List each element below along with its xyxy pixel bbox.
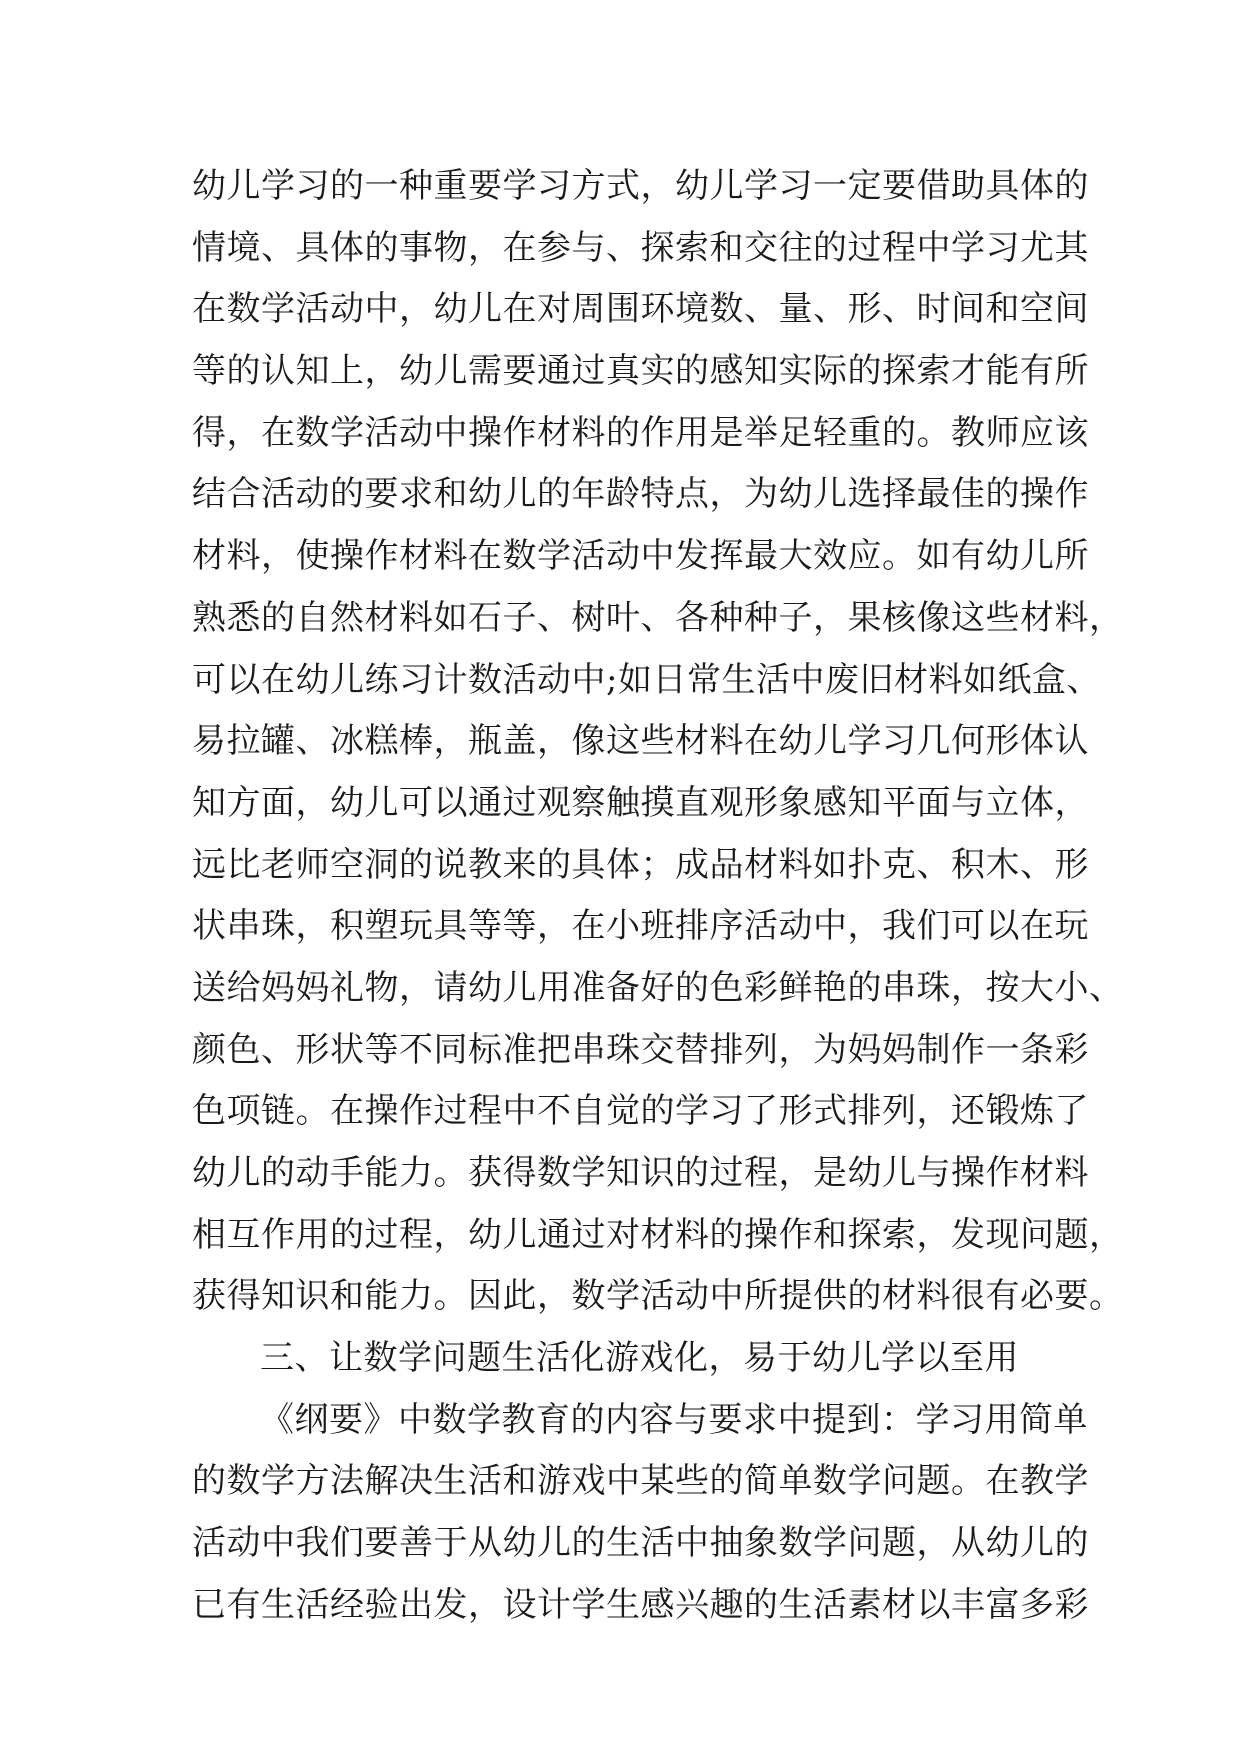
text-line: 在数学活动中，幼儿在对周围环境数、量、形、时间和空间 [192,289,1089,330]
text-line: 易拉罐、冰糕棒，瓶盖，像这些材料在幼儿学习几何形体认 [192,721,1089,762]
text-line: 结合活动的要求和幼儿的年龄特点，为幼儿选择最佳的操作 [192,474,1089,515]
text-line: 远比老师空洞的说教来的具体；成品材料如扑克、积木、形 [192,844,1089,885]
text-line: 幼儿学习的一种重要学习方式，幼儿学习一定要借助具体的 [192,166,1089,206]
text-line: 可以在幼儿练习计数活动中;如日常生活中废旧材料如纸盒、 [192,659,1101,700]
text-line: 颜色、形状等不同标准把串珠交替排列，为妈妈制作一条彩 [192,1029,1089,1070]
text-line: 送给妈妈礼物，请幼儿用准备好的色彩鲜艳的串珠，按大小、 [192,967,1124,1008]
text-line: 状串珠，积塑玩具等等，在小班排序活动中，我们可以在玩 [192,906,1089,947]
text-line: 材料，使操作材料在数学活动中发挥最大效应。如有幼儿所 [192,536,1089,577]
text-line: 幼儿的动手能力。获得数学知识的过程，是幼儿与操作材料 [192,1153,1089,1193]
text-line: 得，在数学活动中操作材料的作用是举足轻重的。教师应该 [192,412,1089,453]
text-line: 已有生活经验出发，设计学生感兴趣的生活素材以丰富多彩 [192,1584,1089,1625]
text-line: 相互作用的过程，幼儿通过对材料的操作和探索，发现问题， [192,1214,1124,1255]
text-line: 获得知识和能力。因此，数学活动中所提供的材料很有必要。 [192,1276,1124,1317]
text-line: 情境、具体的事物，在参与、探索和交往的过程中学习尤其 [192,227,1089,268]
text-line: 的数学方法解决生活和游戏中某些的简单数学问题。在教学 [192,1461,1089,1502]
text-line: 等的认知上，幼儿需要通过真实的感知实际的探索才能有所 [192,351,1089,392]
text-line: 活动中我们要善于从幼儿的生活中抽象数学问题，从幼儿的 [192,1523,1089,1564]
text-line: 色项链。在操作过程中不自觉的学习了形式排列，还锻炼了 [192,1091,1089,1132]
body-text [192,156,1124,1637]
text-line: 《纲要》中数学教育的内容与要求中提到：学习用简单 [260,1399,1088,1440]
text-line: 熟悉的自然材料如石子、树叶、各种种子，果核像这些材料， [192,597,1124,638]
text-line: 知方面，幼儿可以通过观察触摸直观形象感知平面与立体， [192,782,1089,823]
section-heading: 三、让数学问题生活化游戏化，易于幼儿学以至用 [260,1338,1019,1379]
